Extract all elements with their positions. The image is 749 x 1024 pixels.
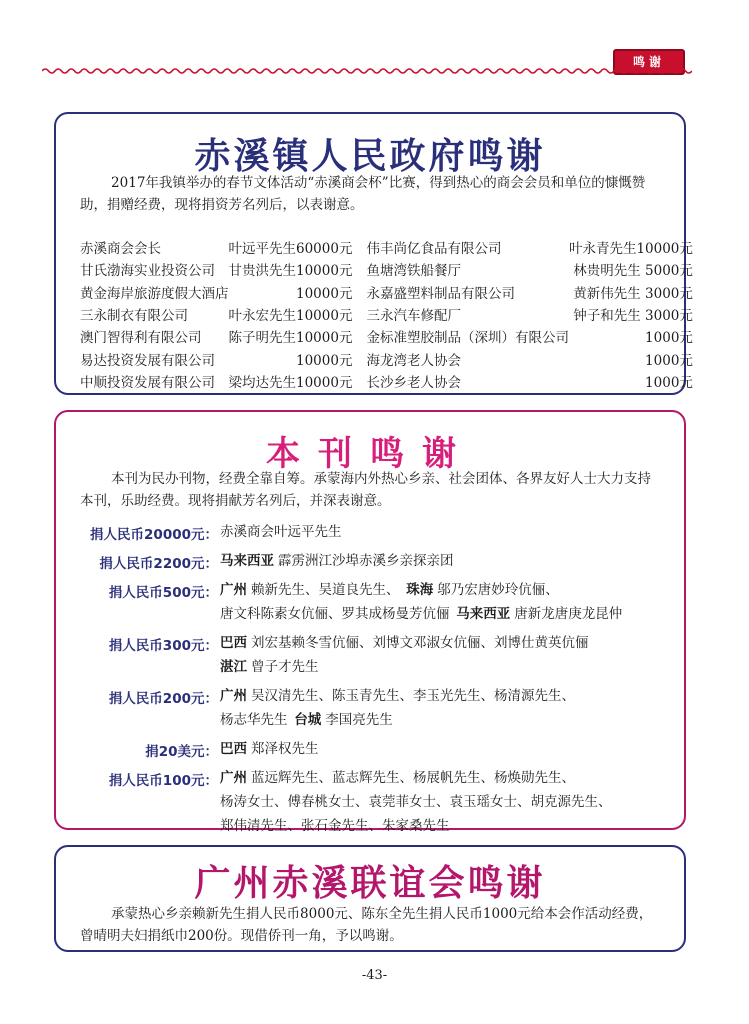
donor-names: 赤溪商会叶远平先生 (220, 524, 342, 540)
sponsor-row (80, 370, 693, 392)
sponsor-name: 长沙乡老人协会 (366, 374, 461, 391)
sponsor-amount: 黄新伟先生 3000元 (573, 285, 693, 302)
journal-thanks-intro: 本刊为民办刊物，经费全靠自筹。承蒙海内外热心乡亲、社会团体、各界友好人士大力支持本刊，乐助经费。现将捐献芳名列后，并深表谢意。 (80, 471, 652, 509)
donation-amount-label: 捐人民币20000元： (90, 527, 218, 543)
sponsor-name: 赤溪商会会长 (80, 241, 161, 258)
sponsor-amount: 叶永青先生10000元 (568, 241, 693, 258)
donor-names: 蓝远辉先生、蓝志辉先生、杨展帆先生、杨焕勋先生、 (251, 770, 575, 786)
donor-region: 马来西亚 (220, 553, 274, 569)
government-thanks-intro: 2017年我镇举办的春节文体活动“赤溪商会杯”比赛，得到热心的商会会员和单位的慷慨赞助，捐赠经费，现将捐资芳名列后，以表谢意。 (80, 175, 646, 213)
donor-line (220, 684, 680, 708)
sponsor-amount: 1000元 (645, 330, 693, 347)
donor-names: 赖新先生、吴道良先生、 (251, 582, 400, 598)
donor-names: 曾子才先生 (251, 659, 319, 675)
journal-thanks-box (54, 410, 686, 834)
sponsor-name: 伟丰尚亿食品有限公司 (366, 241, 502, 258)
sponsor-amount: 陈子明先生10000元 (228, 330, 353, 347)
sponsor-amount: 10000元 (296, 352, 353, 369)
donor-names: 刘宏基赖冬雪伉俪、刘博文邓淑女伉俪、刘博仕黄英伉俪 (251, 635, 589, 651)
sponsor-name: 三永制衣有限公司 (80, 308, 188, 325)
sponsor-row (80, 303, 693, 325)
sponsor-name: 中顺投资发展有限公司 (80, 374, 215, 391)
sponsor-name: 黄金海岸旅游度假大酒店 (80, 285, 229, 302)
sponsor-name: 永嘉盛塑料制品有限公司 (366, 285, 515, 302)
sponsor-amount: 钟子和先生 3000元 (573, 308, 693, 325)
donor-region: 湛江 (220, 659, 247, 675)
donation-amount-label: 捐人民币2200元： (99, 556, 218, 572)
donation-amount-label: 捐人民币300元： (108, 638, 218, 654)
sponsor-name: 海龙湾老人协会 (366, 352, 461, 369)
donor-names: 郑泽权先生 (251, 741, 319, 757)
sponsor-row (80, 281, 693, 303)
donor-names: 霹雳洲江沙埠赤溪乡亲探亲团 (278, 553, 454, 569)
sponsor-row (80, 347, 693, 369)
sponsor-name: 三永汽车修配厂 (366, 308, 461, 325)
donor-names: 唐文科陈素女伉俪、罗其成杨曼芳伉俪 (220, 606, 450, 622)
sponsor-row (80, 258, 693, 280)
donor-names: 吴汉清先生、陈玉青先生、李玉光先生、杨清源先生、 (251, 688, 575, 704)
sponsor-amount: 1000元 (645, 352, 693, 369)
donor-line (220, 737, 680, 761)
association-thanks-title: 广州赤溪联谊会鸣谢 (194, 863, 546, 904)
donor-region: 广州 (220, 770, 247, 786)
government-thanks-box (54, 112, 693, 395)
sponsor-amount: 10000元 (296, 285, 353, 302)
donor-region: 珠海 (406, 582, 434, 598)
donor-names: 杨涛女士、傅春桃女士、袁莞菲女士、袁玉瑶女士、胡克源先生、 (220, 794, 612, 810)
sponsor-amount: 叶远平先生60000元 (228, 241, 353, 258)
donation-amount-label: 捐人民币200元： (108, 691, 218, 707)
journal-thanks-title: 本刊鸣谢 (266, 434, 474, 474)
decorative-wave-divider (42, 66, 692, 76)
donor-line (220, 578, 680, 602)
page-number: -43- (361, 968, 388, 983)
donor-line (220, 602, 680, 626)
donation-amount-label: 捐人民币100元： (108, 773, 218, 789)
donor-region: 马来西亚 (456, 606, 511, 622)
sponsor-amount: 叶永宏先生10000元 (228, 308, 353, 325)
sponsor-amount: 林贵明先生 5000元 (573, 263, 693, 280)
donor-line (220, 520, 680, 544)
donor-names: 郑伟清先生、张石金先生、朱家桑先生 (220, 818, 450, 834)
donor-line (220, 708, 680, 732)
donor-line (220, 549, 680, 573)
donation-amount-label: 捐人民币500元： (108, 585, 218, 601)
government-thanks-title: 赤溪镇人民政府鸣谢 (194, 136, 546, 177)
donor-line (220, 790, 680, 814)
donor-names: 杨志华先生 (220, 712, 288, 728)
donor-region: 巴西 (220, 635, 247, 651)
sponsor-table (80, 236, 693, 392)
donor-names: 唐新龙唐庚龙昆仲 (514, 606, 623, 622)
sponsor-amount: 甘贵洪先生10000元 (228, 263, 353, 280)
donor-line (220, 814, 680, 838)
donation-amount-label: 捐20美元： (145, 744, 218, 760)
donor-region: 台城 (294, 712, 322, 728)
donor-line (220, 655, 680, 679)
donor-line (220, 631, 680, 655)
sponsor-name: 易达投资发展有限公司 (80, 352, 215, 369)
sponsor-name: 澳门智得利有限公司 (80, 330, 202, 347)
donor-names: 邬乃宏唐妙玲伉俪、 (437, 582, 559, 598)
sponsor-amount: 梁均达先生10000元 (228, 374, 353, 391)
association-thanks-box (54, 845, 686, 952)
donor-region: 广州 (220, 688, 247, 704)
sponsor-name: 鱼塘湾铁船餐厅 (366, 263, 461, 280)
section-tag: 鸣谢 (613, 49, 685, 75)
sponsor-name: 甘氏渤海实业投资公司 (80, 263, 215, 280)
sponsor-row (80, 236, 693, 258)
association-thanks-intro: 承蒙热心乡亲赖新先生捐人民币8000元、陈东全先生捐人民币1000元给本会作活动经费，曾晴明夫妇捐纸巾200份。现借侨刊一角，予以鸣谢。 (80, 906, 653, 944)
sponsor-name: 金标准塑胶制品（深圳）有限公司 (366, 330, 569, 347)
donor-region: 广州 (220, 582, 247, 598)
donor-names: 李国亮先生 (325, 712, 393, 728)
sponsor-amount: 1000元 (645, 374, 693, 391)
donor-line (220, 766, 680, 790)
sponsor-row (80, 325, 693, 347)
donor-region: 巴西 (220, 741, 247, 757)
